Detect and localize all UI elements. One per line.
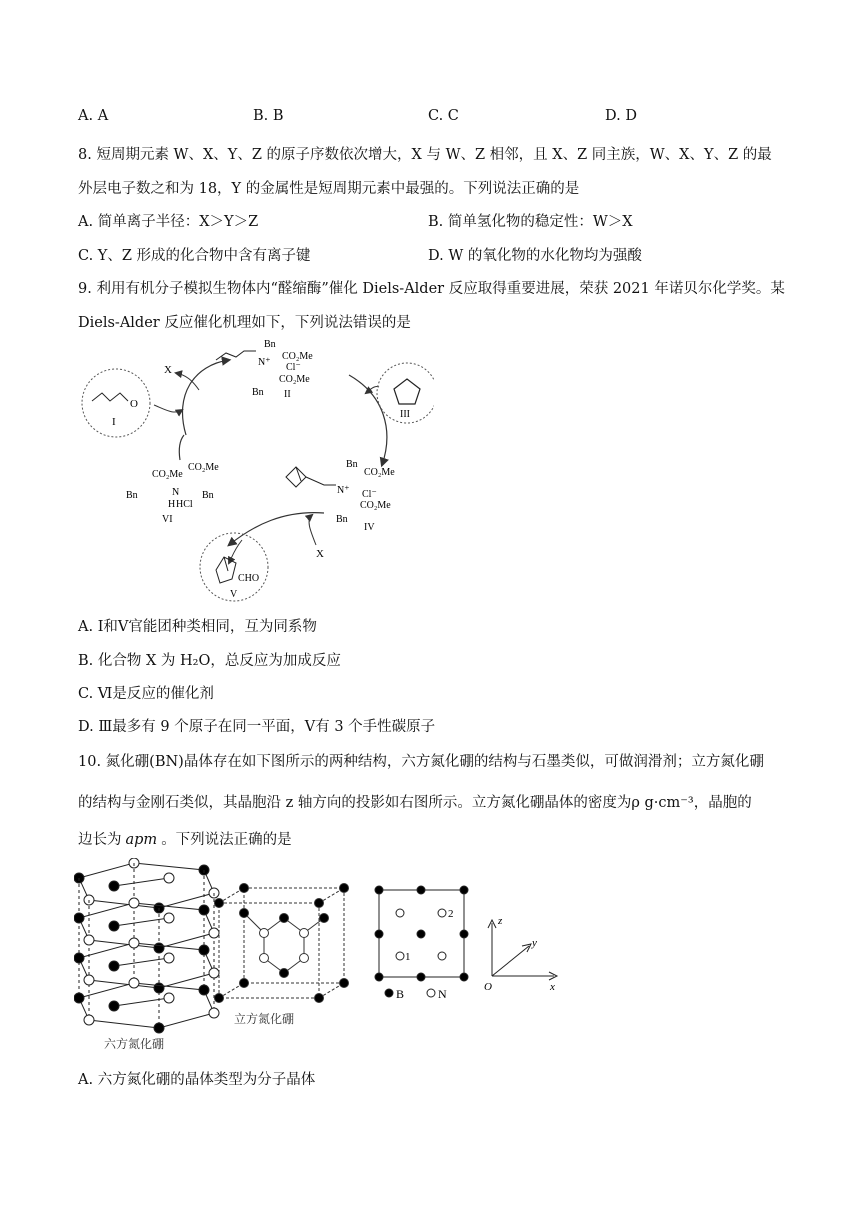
q10-stem-line3: 边长为 apm 。下列说法正确的是	[78, 832, 292, 848]
svg-text:Bn: Bn	[202, 490, 214, 501]
svg-text:Cl⁻: Cl⁻	[362, 489, 377, 500]
q10-stem-line1: 10. 氮化硼(BN)晶体存在如下图所示的两种结构，六方氮化硼的结构与石墨类似，可做润滑剂；立方氮化硼	[78, 754, 764, 770]
cycle-arrow-left	[179, 435, 184, 460]
q8-option-b: B. 简单氢化物的稳定性：W＞X	[428, 214, 633, 230]
projection-label-1: 1	[405, 951, 411, 963]
svg-text:CO₂Me: CO₂Me	[152, 469, 183, 480]
svg-text:CO₂Me: CO₂Me	[360, 500, 391, 511]
q8-option-d: D. W 的氧化物的水化物均为强酸	[428, 248, 642, 264]
q7-option-a: A. A	[78, 108, 109, 124]
hexagonal-bn-structure	[74, 858, 219, 1033]
q9-option-d: D. Ⅲ最多有 9 个原子在同一平面，Ⅴ有 3 个手性碳原子	[78, 719, 436, 735]
projection-diagram	[375, 886, 468, 981]
q9-option-a: A. Ⅰ和Ⅴ官能团种类相同，互为同系物	[78, 619, 317, 635]
x-bottom-label: X	[316, 548, 324, 560]
projection-label-2: 2	[448, 908, 454, 920]
compound-i-circle	[82, 369, 150, 437]
catalytic-cycle-figure	[74, 335, 434, 605]
hexagonal-bn-label: 六方氮化硼	[104, 1037, 165, 1051]
q9-stem-line1: 9. 利用有机分子模拟生物体内“醛缩酶”催化 Diels-Alder 反应取得重要进展，荣获 2021 年诺贝尔化学奖。某	[78, 281, 785, 297]
compound-iii-label: III	[400, 409, 410, 420]
axis-origin-label: O	[484, 981, 492, 993]
axis-x-label: x	[550, 981, 555, 993]
q9-stem-line2: Diels-Alder 反应催化机理如下，下列说法错误的是	[78, 315, 411, 331]
atom-2	[438, 909, 446, 917]
bn-structures-figure	[74, 858, 574, 1058]
legend-n-label: N	[438, 987, 447, 1001]
svg-text:O: O	[130, 398, 138, 410]
q8-option-a: A. 简单离子半径：X＞Y＞Z	[78, 214, 259, 230]
x-top-label: X	[164, 364, 172, 376]
svg-text:Bn: Bn	[346, 459, 358, 470]
cubic-bn-label: 立方氮化硼	[234, 1012, 295, 1026]
svg-text:N⁺: N⁺	[337, 485, 350, 496]
svg-text:N⁺: N⁺	[258, 357, 271, 368]
norbornene-aldehyde-structure	[216, 557, 236, 583]
acrolein-structure	[92, 393, 128, 401]
svg-text:CHO: CHO	[238, 573, 260, 584]
q9-option-c: C. Ⅵ是反应的催化剂	[78, 686, 214, 702]
legend-n-marker	[427, 989, 435, 997]
compound-ii-label: II	[284, 389, 291, 400]
compound-iv-label: IV	[364, 522, 375, 533]
axis-z-label: z	[498, 915, 503, 927]
i-entry-arrow	[154, 405, 182, 412]
q9-option-b: B. 化合物 X 为 H₂O，总反应为加成反应	[78, 653, 341, 669]
q10-stem-line2: 的结构与金刚石类似，其晶胞沿 z 轴方向的投影如右图所示。立方氮化硼晶体的密度为ρ g·cm⁻³，晶胞的	[78, 795, 752, 811]
cycle-arrow-top-left	[183, 360, 229, 435]
svg-text:Bn: Bn	[264, 339, 276, 350]
legend-b-marker	[385, 989, 393, 997]
compound-v-label: V	[230, 589, 238, 600]
q7-option-d: D. D	[605, 108, 637, 124]
svg-text:CO₂Me: CO₂Me	[188, 462, 219, 473]
svg-text:Cl⁻: Cl⁻	[286, 362, 301, 373]
q8-stem-line1: 8. 短周期元素 W、X、Y、Z 的原子序数依次增大，X 与 W、Z 相邻，且 X、Z 同主族，W、X、Y、Z 的最	[78, 147, 772, 163]
svg-text:Bn: Bn	[126, 490, 138, 501]
coordinate-axes	[488, 920, 557, 980]
atom-1	[396, 952, 404, 960]
compound-i-label: I	[112, 416, 116, 428]
svg-text:CO₂Me: CO₂Me	[282, 351, 313, 362]
x-entry-arrow	[309, 515, 316, 545]
q8-option-c: C. Y、Z 形成的化合物中含有离子键	[78, 248, 311, 264]
q8-stem-line2: 外层电子数之和为 18，Y 的金属性是短周期元素中最强的。下列说法正确的是	[78, 181, 580, 197]
cycle-arrow-right	[349, 375, 387, 465]
cyclopentadiene-structure	[394, 379, 420, 404]
q7-option-b: B. B	[253, 108, 284, 124]
svg-text:N: N	[172, 487, 180, 498]
svg-text:H: H	[168, 499, 176, 510]
legend-b-label: B	[396, 987, 405, 1001]
cubic-bn-structure	[215, 884, 349, 1003]
svg-text:Bn: Bn	[252, 387, 264, 398]
axis-y-label: y	[532, 937, 537, 949]
q7-option-c: C. C	[428, 108, 459, 124]
svg-text:CO₂Me: CO₂Me	[279, 374, 310, 385]
q10-option-a: A. 六方氮化硼的晶体类型为分子晶体	[78, 1072, 316, 1088]
svg-text:Bn: Bn	[336, 514, 348, 525]
compound-vi-label: VI	[162, 514, 173, 525]
svg-text:HCl: HCl	[176, 499, 193, 510]
svg-text:CO₂Me: CO₂Me	[364, 467, 395, 478]
